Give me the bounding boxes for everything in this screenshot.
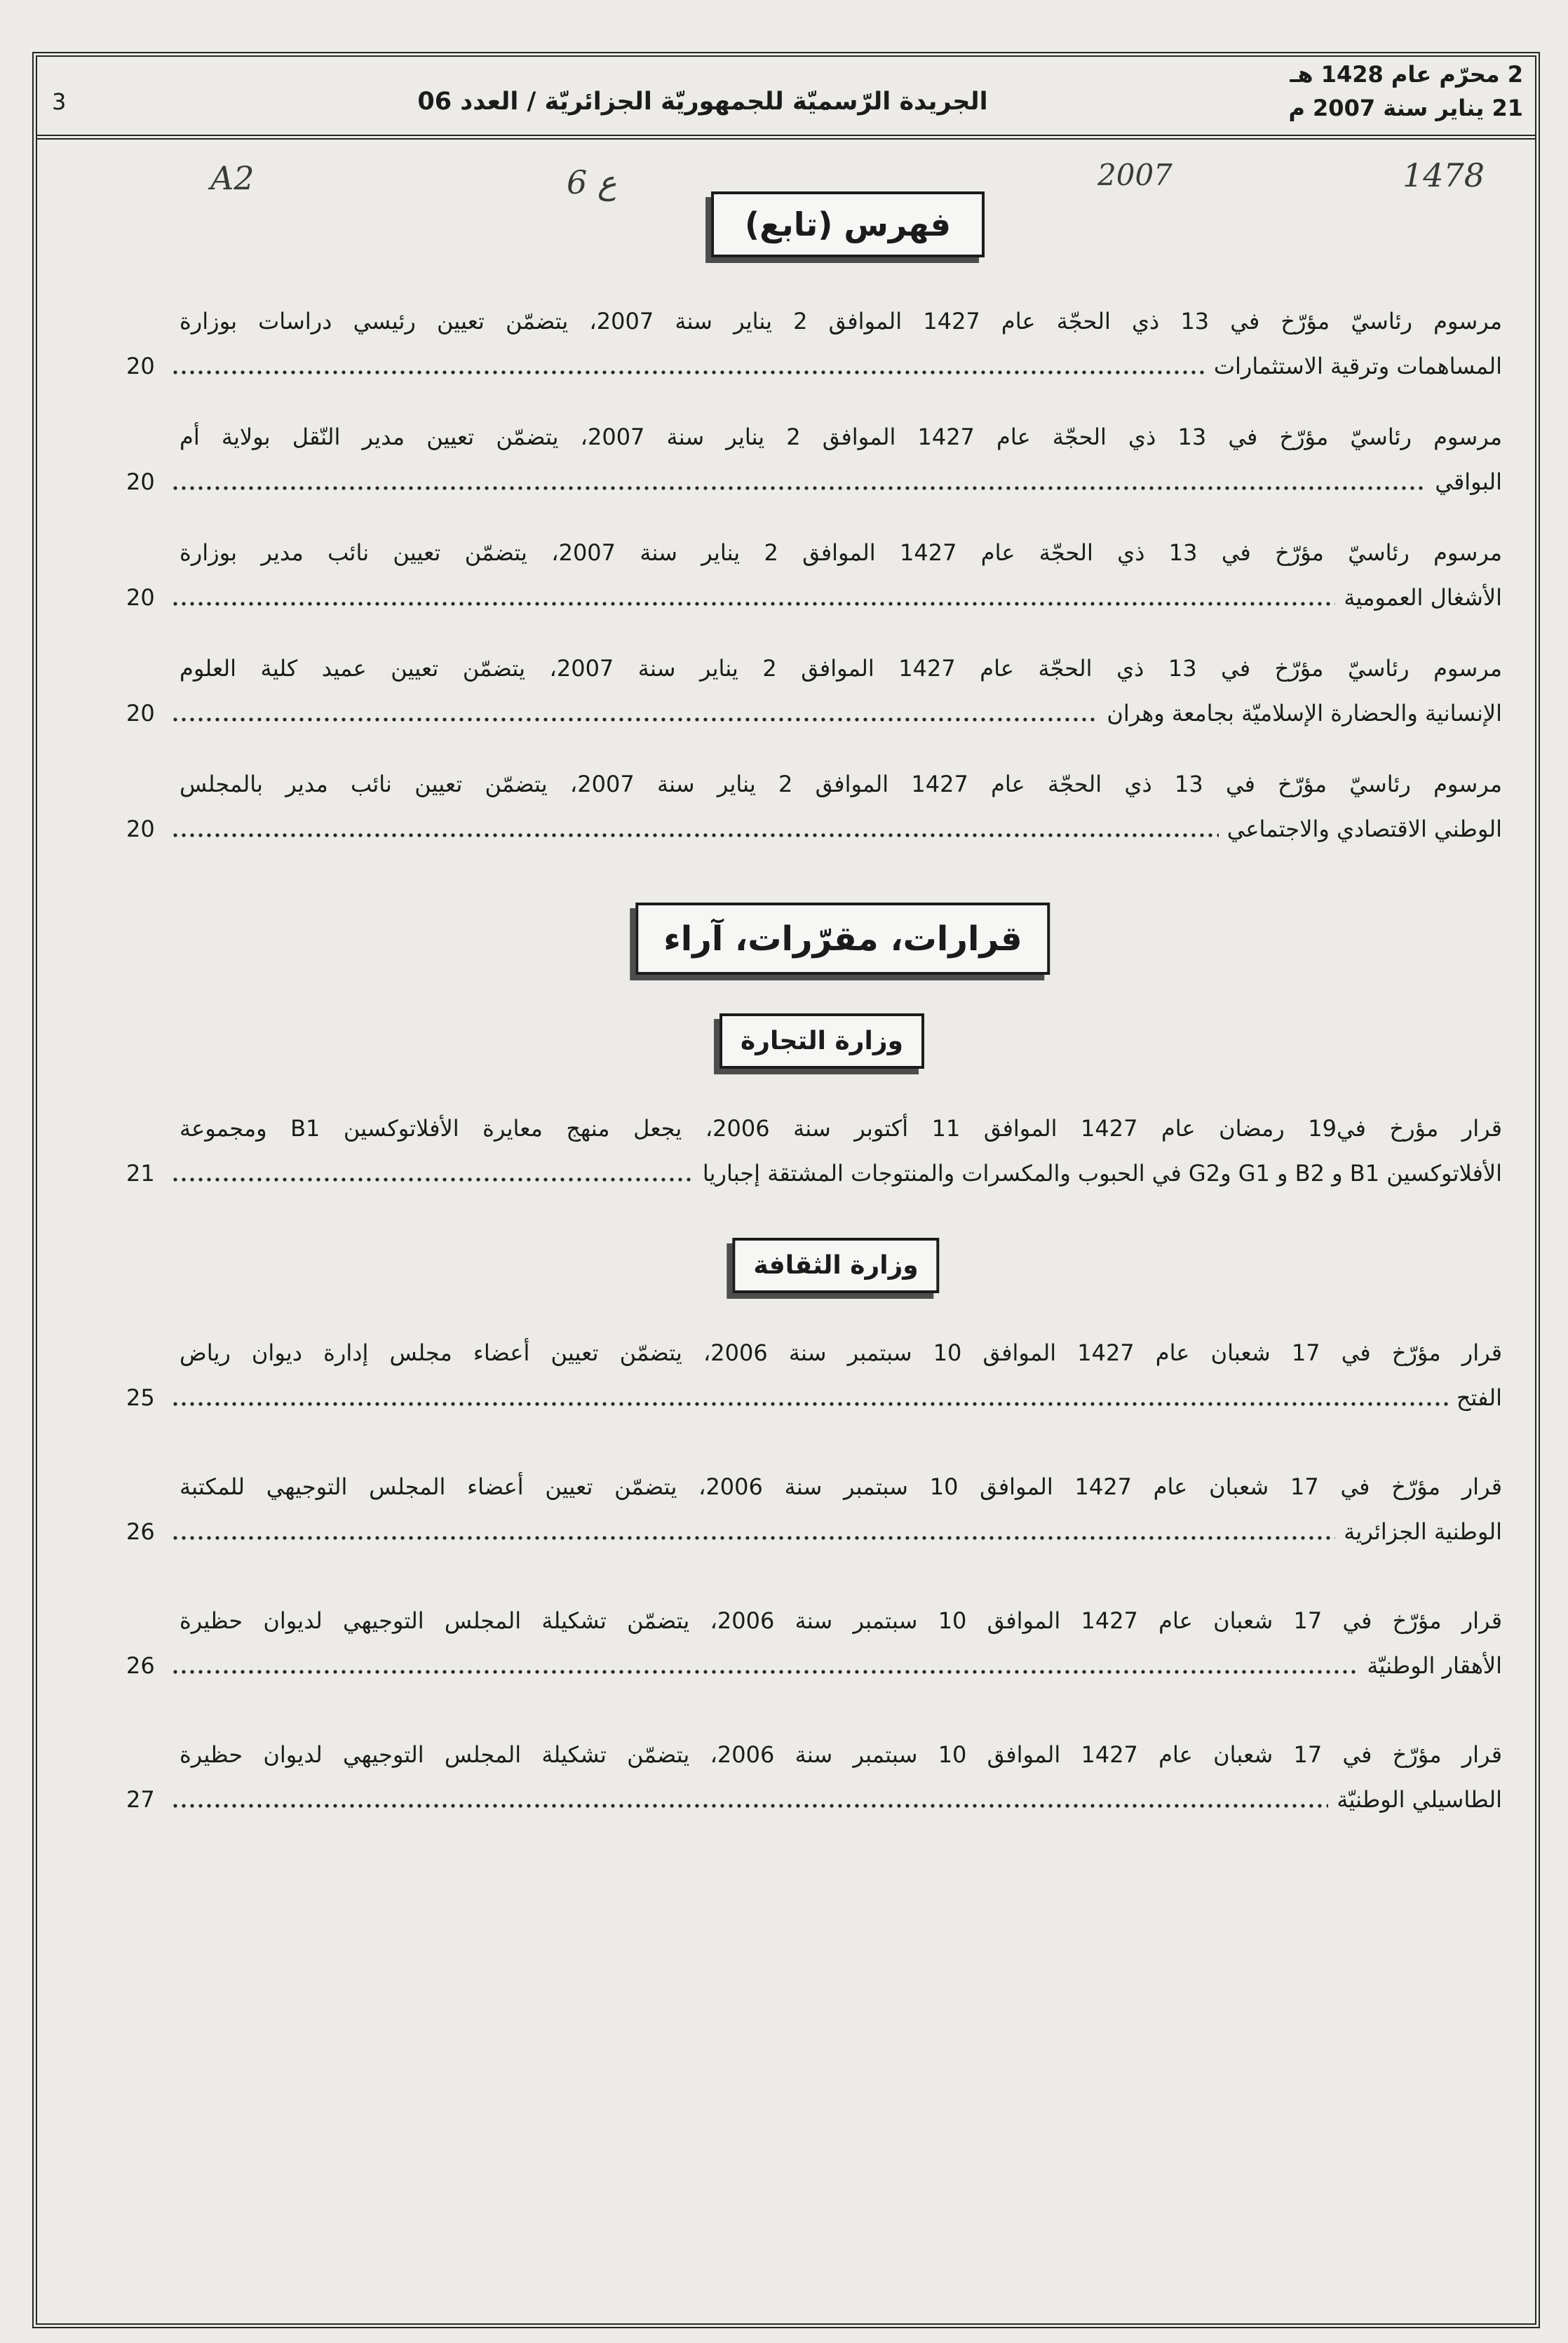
entry-last-line (126, 1643, 1502, 1688)
entry-last-line (126, 1375, 1502, 1420)
entry-last-line (126, 575, 1502, 620)
dot-leader (171, 344, 1205, 389)
index-heading: فهرس (تابع) (711, 191, 985, 257)
dot-leader (171, 575, 1335, 620)
dot-leader (171, 1643, 1358, 1688)
header-divider (37, 135, 1535, 140)
hijri-date: 2 محرّم عام 1428 هـ (1290, 61, 1523, 88)
toc-entry (126, 1598, 1502, 1688)
entry-page-number: 26 (126, 1652, 155, 1679)
toc-entry (126, 414, 1502, 504)
entry-title-line: مرسوم رئاسيّ مؤرّخ في 13 ذي الحجّة عام 1427 الموافق 2 يناير سنة 2007، يتضمّن تعيين نائب مدير بوزارة (180, 539, 1503, 566)
dot-leader (171, 1375, 1448, 1420)
entry-page-number: 26 (126, 1518, 155, 1545)
journal-title: الجريدة الرّسميّة للجمهوريّة الجزائريّة / العدد 06 (417, 88, 988, 116)
entry-title-line: قرار مؤرّخ في 17 شعبان عام 1427 الموافق 10 سبتمبر سنة 2006، يتضمّن تعيين أعضاء مجلس إدارة ديوان رياض (180, 1339, 1503, 1366)
entry-page-number: 20 (126, 584, 155, 611)
entry-title-line: قرار مؤرّخ في 17 شعبان عام 1427 الموافق 10 سبتمبر سنة 2006، يتضمّن تعيين أعضاء المجلس التوجيهي للمكتبة (180, 1473, 1503, 1500)
gregorian-date: 21 يناير سنة 2007 م (1288, 95, 1523, 121)
entry-last-line (126, 806, 1502, 851)
entry-page-number: 20 (126, 468, 155, 495)
entry-title-line: مرسوم رئاسيّ مؤرّخ في 13 ذي الحجّة عام 1427 الموافق 2 يناير سنة 2007، يتضمّن تعيين نائب مدير بالمجلس (180, 771, 1503, 797)
entry-title-line: مرسوم رئاسيّ مؤرّخ في 13 ذي الحجّة عام 1427 الموافق 2 يناير سنة 2007، يتضمّن تعيين عميد كلية العلوم (180, 655, 1503, 682)
issue-date (1288, 58, 1523, 125)
entry-title-line: مرسوم رئاسيّ مؤرّخ في 13 ذي الحجّة عام 1427 الموافق 2 يناير سنة 2007، يتضمّن تعيين مدير النّقل بولاية أم (180, 424, 1503, 450)
entry-last-line (126, 1509, 1502, 1554)
toc-entry (126, 1732, 1502, 1822)
entry-page-number: 21 (126, 1160, 155, 1187)
entry-last-line (126, 344, 1502, 389)
entry-title-line: الطاسيلي الوطنيّة (1337, 1786, 1502, 1813)
dot-leader (171, 1777, 1328, 1822)
entry-title-line: الوطني الاقتصادي والاجتماعي (1226, 816, 1502, 842)
commerce-decisions-list (126, 1106, 1502, 1196)
entry-title-line: الوطنية الجزائرية (1344, 1518, 1502, 1545)
toc-entry (126, 1106, 1502, 1196)
dot-leader (171, 691, 1098, 736)
entry-title-line: الإنسانية والحضارة الإسلاميّة بجامعة وهران (1107, 700, 1502, 727)
dot-leader (171, 1509, 1335, 1554)
handwritten-note: 6 ع (567, 163, 617, 201)
toc-entry (126, 646, 1502, 736)
handwritten-note: 2007 (1097, 158, 1172, 192)
toc-entry (126, 762, 1502, 851)
toc-entry (126, 1330, 1502, 1420)
entry-title-line: الأشغال العمومية (1344, 584, 1502, 611)
toc-entry (126, 299, 1502, 389)
dot-leader (171, 459, 1426, 504)
decisions-heading: قرارات، مقرّرات، آراء (635, 903, 1050, 975)
handwritten-note: 1478 (1403, 156, 1485, 194)
toc-entry (126, 1464, 1502, 1554)
entry-last-line (126, 459, 1502, 504)
entry-title-line: الأفلاتوكسين B1 و B2 و G1 وG2 في الحبوب والمكسرات والمنتوجات المشتقة إجباريا (702, 1160, 1502, 1187)
ministry-heading-commerce: وزارة التجارة (719, 1013, 924, 1069)
toc-entry (126, 530, 1502, 620)
entry-last-line (126, 691, 1502, 736)
entry-page-number: 20 (126, 700, 155, 727)
entry-title-line: الفتح (1456, 1384, 1502, 1411)
entry-last-line (126, 1777, 1502, 1822)
entry-page-number: 20 (126, 816, 155, 842)
page-number: 3 (52, 88, 67, 115)
entry-page-number: 20 (126, 353, 155, 379)
entry-title-line: قرار مؤرخ في19 رمضان عام 1427 الموافق 11 أكتوبر سنة 2006، يجعل منهج معايرة الأفلاتوكسين B1 ومجموعة (180, 1115, 1503, 1142)
dot-leader (171, 1151, 694, 1196)
dot-leader (171, 806, 1219, 851)
entry-title-line: الأهقار الوطنيّة (1367, 1652, 1502, 1679)
handwritten-note: A2 (210, 159, 255, 197)
entry-title-line: مرسوم رئاسيّ مؤرّخ في 13 ذي الحجّة عام 1427 الموافق 2 يناير سنة 2007، يتضمّن تعيين رئيسي دراسات بوزارة (180, 308, 1503, 335)
entry-title-line: قرار مؤرّخ في 17 شعبان عام 1427 الموافق 10 سبتمبر سنة 2006، يتضمّن تشكيلة المجلس التوجيهي لديوان حظيرة (180, 1741, 1503, 1768)
entry-title-line: البواقي (1435, 468, 1502, 495)
entry-page-number: 27 (126, 1786, 155, 1813)
entry-page-number: 25 (126, 1384, 155, 1411)
entry-title-line: قرار مؤرّخ في 17 شعبان عام 1427 الموافق 10 سبتمبر سنة 2006، يتضمّن تشكيلة المجلس التوجيهي لديوان حظيرة (180, 1607, 1503, 1634)
culture-decisions-list (126, 1330, 1502, 1866)
ministry-heading-culture: وزارة الثقافة (732, 1238, 939, 1293)
decrees-list (126, 299, 1502, 877)
entry-title-line: المساهمات وترقية الاستثمارات (1213, 353, 1502, 379)
entry-last-line (126, 1151, 1502, 1196)
